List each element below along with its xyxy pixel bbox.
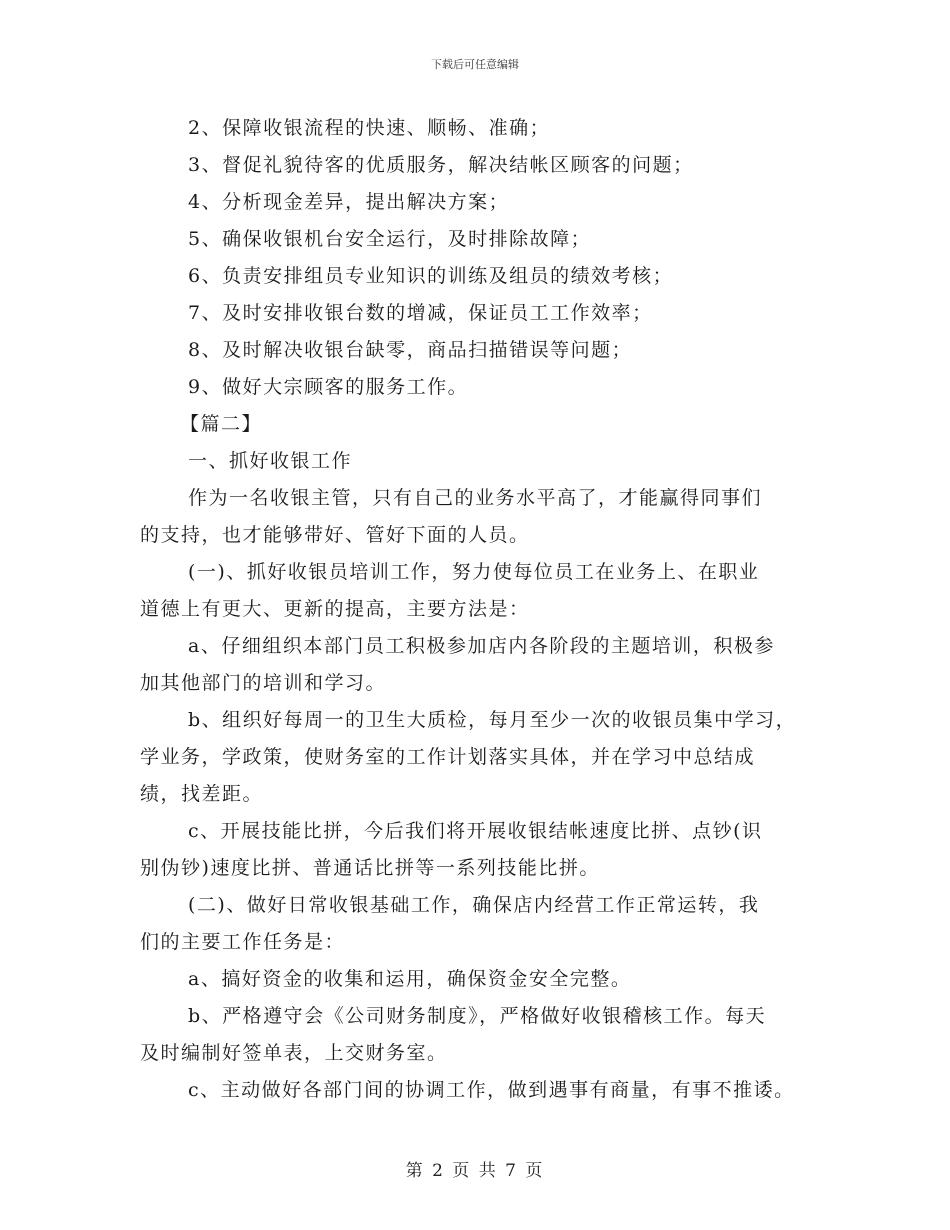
- paragraph-line: 道德上有更大、更新的提高，主要方法是：: [140, 598, 530, 620]
- list-item-6: 6、负责安排组员专业知识的训练及组员的绩效考核；: [188, 265, 674, 287]
- section-heading: 【篇二】: [180, 413, 263, 435]
- paragraph-line: b、组织好每周一的卫生大质检，每月至少一次的收银员集中学习，: [188, 709, 797, 731]
- paragraph-line: 绩，找差距。: [140, 783, 264, 805]
- paragraph-line: (一)、抓好收银员培训工作，努力使每位员工在业务上、在职业: [188, 561, 760, 583]
- paragraph-line: b、严格遵守会《公司财务制度》，严格做好收银稽核工作。每天: [188, 1005, 767, 1027]
- list-item-9: 9、做好大宗顾客的服务工作。: [188, 376, 469, 398]
- paragraph-line: a、搞好资金的收集和运用，确保资金安全完整。: [188, 968, 632, 990]
- paragraph-line: 们的主要工作任务是：: [140, 931, 346, 953]
- paragraph-line: 加其他部门的培训和学习。: [140, 672, 387, 694]
- paragraph-line: c、开展技能比拼，今后我们将开展收银结帐速度比拼、点钞(识: [188, 820, 763, 842]
- page-number: 第 2 页 共 7 页: [405, 1161, 545, 1181]
- subsection-title: 一、抓好收银工作: [188, 450, 353, 472]
- paragraph-line: 的支持，也才能够带好、管好下面的人员。: [140, 524, 530, 546]
- list-item-5: 5、确保收银机台安全运行，及时排除故障；: [188, 228, 592, 250]
- paragraph-line: 作为一名收银主管，只有自己的业务水平高了，才能赢得同事们: [188, 487, 763, 509]
- paragraph-line: 及时编制好签单表，上交财务室。: [140, 1042, 448, 1064]
- paragraph-line: (二)、做好日常收银基础工作，确保店内经营工作正常运转，我: [188, 894, 760, 916]
- page-header-note: 下载后可任意编辑: [431, 58, 519, 71]
- list-item-2: 2、保障收银流程的快速、顺畅、准确；: [188, 117, 551, 139]
- document-body: [140, 110, 830, 1109]
- paragraph-line: 别伪钞)速度比拼、普通话比拼等一系列技能比拼。: [140, 857, 600, 879]
- paragraph-line: a、仔细组织本部门员工积极参加店内各阶段的主题培训，积极参: [188, 635, 775, 657]
- list-item-7: 7、及时安排收银台数的增减，保证员工工作效率；: [188, 302, 653, 324]
- list-item-8: 8、及时解决收银台缺零，商品扫描错误等问题；: [188, 339, 633, 361]
- paragraph-line: 学业务，学政策，使财务室的工作计划落实具体，并在学习中总结成: [140, 746, 756, 768]
- list-item-4: 4、分析现金差异，提出解决方案；: [188, 191, 510, 213]
- paragraph-line: c、主动做好各部门间的协调工作，做到遇事有商量，有事不推诿。: [188, 1079, 795, 1101]
- list-item-3: 3、督促礼貌待客的优质服务，解决结帐区顾客的问题；: [188, 154, 694, 176]
